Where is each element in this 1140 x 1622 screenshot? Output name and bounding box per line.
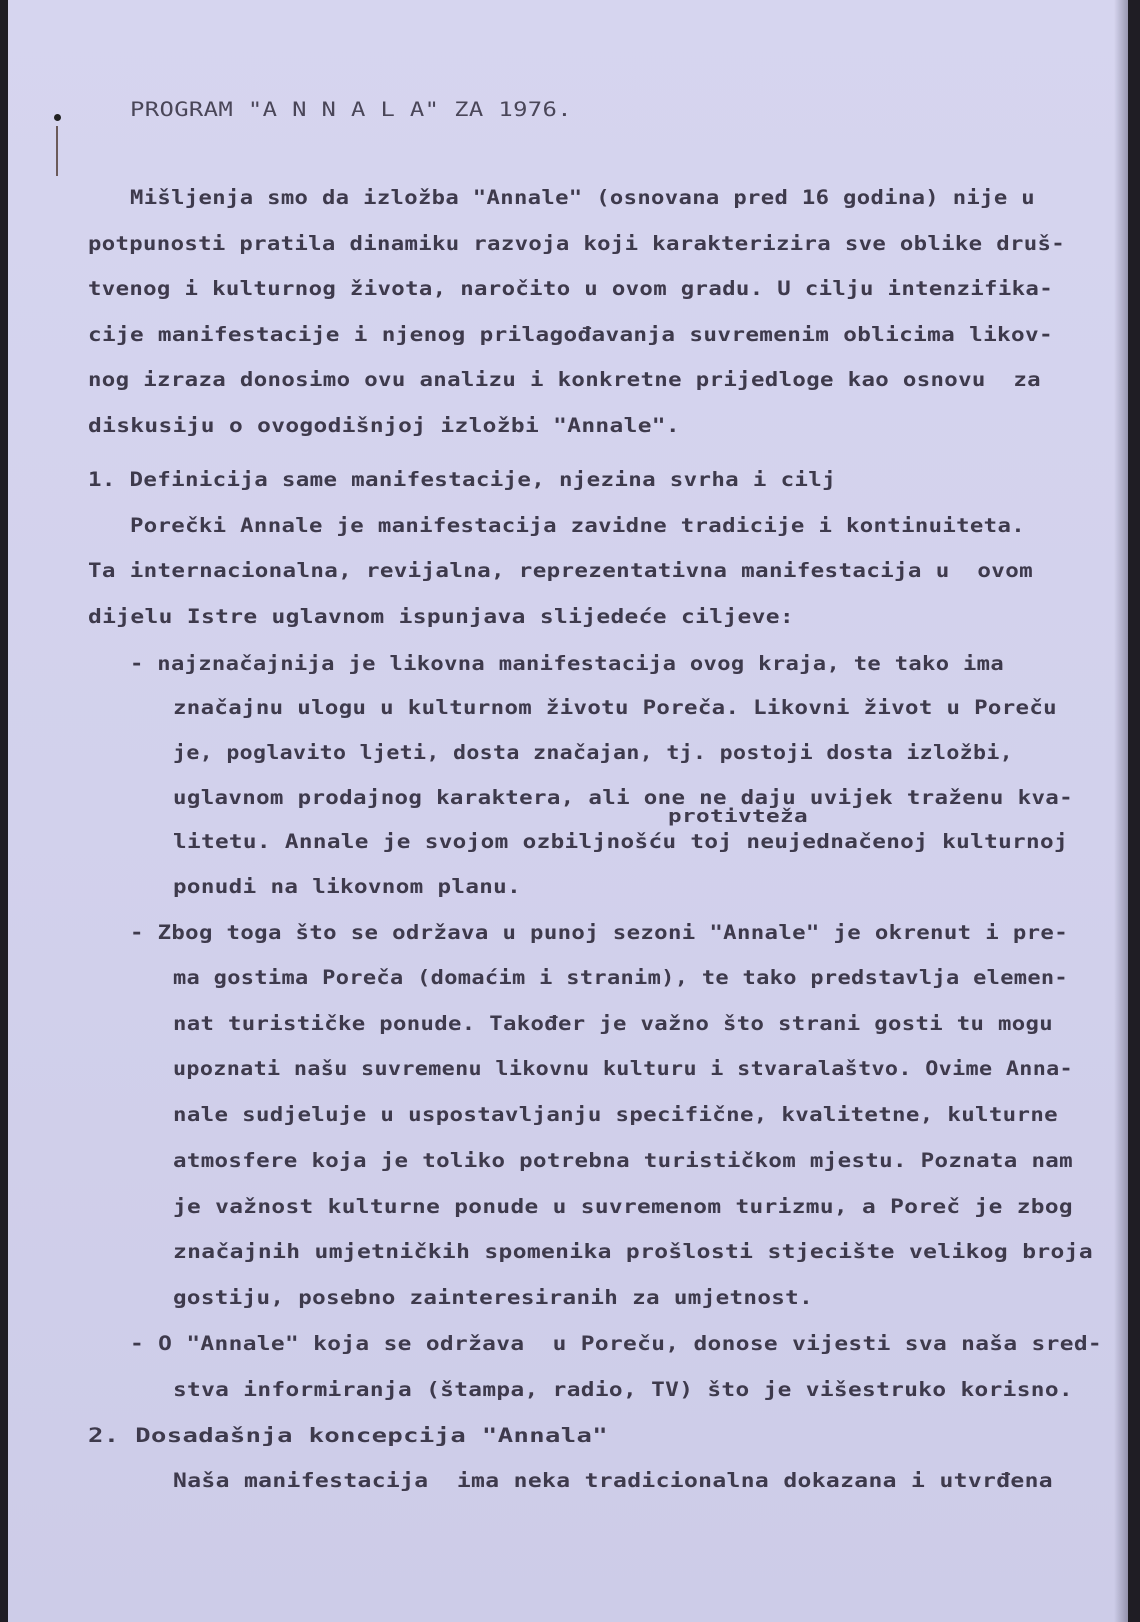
text-line: nale sudjeluje u uspostavljanju specifične, kvalitetne, kulturne bbox=[173, 1103, 1058, 1126]
staple-mark-icon bbox=[56, 126, 58, 176]
text-line: dijelu Istre uglavnom ispunjava slijedeće ciljeve: bbox=[88, 605, 794, 628]
text-line: diskusiju o ovogodišnjoj izložbi "Annale". bbox=[88, 414, 680, 437]
text-line: Mišljenja smo da izložba "Annale" (osnovana pred 16 godina) nije u bbox=[130, 186, 1035, 209]
section-heading-2: 2. Dosadašnja koncepcija "Annala" bbox=[88, 1424, 608, 1447]
text-line: uglavnom prodajnog karaktera, ali one ne daju uvijek traženu kva- bbox=[173, 786, 1073, 809]
text-line: potpunosti pratila dinamiku razvoja koji karakterizira sve oblike druš- bbox=[88, 232, 1065, 255]
text-line: stva informiranja (štampa, radio, TV) što je višestruko korisno. bbox=[173, 1378, 1073, 1401]
text-line: nat turističke ponude. Također je važno što strani gosti tu mogu bbox=[173, 1012, 1053, 1035]
text-line: ma gostima Poreča (domaćim i stranim), te tako predstavlja elemen- bbox=[173, 966, 1068, 989]
section-heading-1: 1. Definicija same manifestacije, njezina svrha i cilj bbox=[88, 468, 836, 491]
bullet-line: - O "Annale" koja se održava u Poreču, donose vijesti sva naša sred- bbox=[130, 1332, 1102, 1355]
page-edge-shadow bbox=[1114, 0, 1128, 1622]
bullet-line: - Zbog toga što se održava u punoj sezoni "Annale" je okrenut i pre- bbox=[130, 921, 1068, 944]
text-line: Naša manifestacija ima neka tradicionalna dokazana i utvrđena bbox=[173, 1469, 1053, 1492]
text-line: gostiju, posebno zainteresiranih za umjetnost. bbox=[173, 1286, 813, 1309]
text-line: tvenog i kulturnog života, naročito u ovom gradu. U cilju intenzifika- bbox=[88, 277, 1053, 300]
punch-hole-mark bbox=[52, 114, 62, 184]
text-line: upoznati našu suvremenu likovnu kulturu i stvaralaštvo. Ovime Anna- bbox=[173, 1057, 1073, 1080]
document-page bbox=[8, 0, 1128, 1622]
text-line: značajnu ulogu u kulturnom životu Poreča. Likovni život u Poreču bbox=[173, 696, 1057, 719]
text-line: Porečki Annale je manifestacija zavidne tradicije i kontinuiteta. bbox=[130, 514, 1025, 537]
text-line: ponudi na likovnom planu. bbox=[173, 875, 521, 898]
text-line: je važnost kulturne ponude u suvremenom turizmu, a Poreč je zbog bbox=[173, 1195, 1073, 1218]
document-title: PROGRAM "A N N A L A" ZA 1976. bbox=[130, 98, 572, 121]
text-line: Ta internacionalna, revijalna, reprezentativna manifestacija u ovom bbox=[88, 559, 1033, 582]
punch-hole-icon bbox=[54, 114, 61, 121]
text-line: litetu. Annale je svojom ozbiljnošću toj neujednačenoj kulturnoj bbox=[173, 830, 1068, 853]
text-line: cije manifestacije i njenog prilagođavanja suvremenim oblicima likov- bbox=[88, 323, 1053, 346]
text-line: značajnih umjetničkih spomenika prošlosti stjecište velikog broja bbox=[173, 1240, 1093, 1263]
text-line: je, poglavito ljeti, dosta značajan, tj. postoji dosta izložbi, bbox=[173, 741, 1013, 764]
bullet-line: - najznačajnija je likovna manifestacija ovog kraja, te tako ima bbox=[130, 652, 1004, 675]
text-line: nog izraza donosimo ovu analizu i konkretne prijedloge kao osnovu za bbox=[88, 368, 1041, 391]
text-line: atmosfere koja je toliko potrebna turističkom mjestu. Poznata nam bbox=[173, 1149, 1073, 1172]
handwritten-insertion: protivteža bbox=[668, 806, 808, 827]
